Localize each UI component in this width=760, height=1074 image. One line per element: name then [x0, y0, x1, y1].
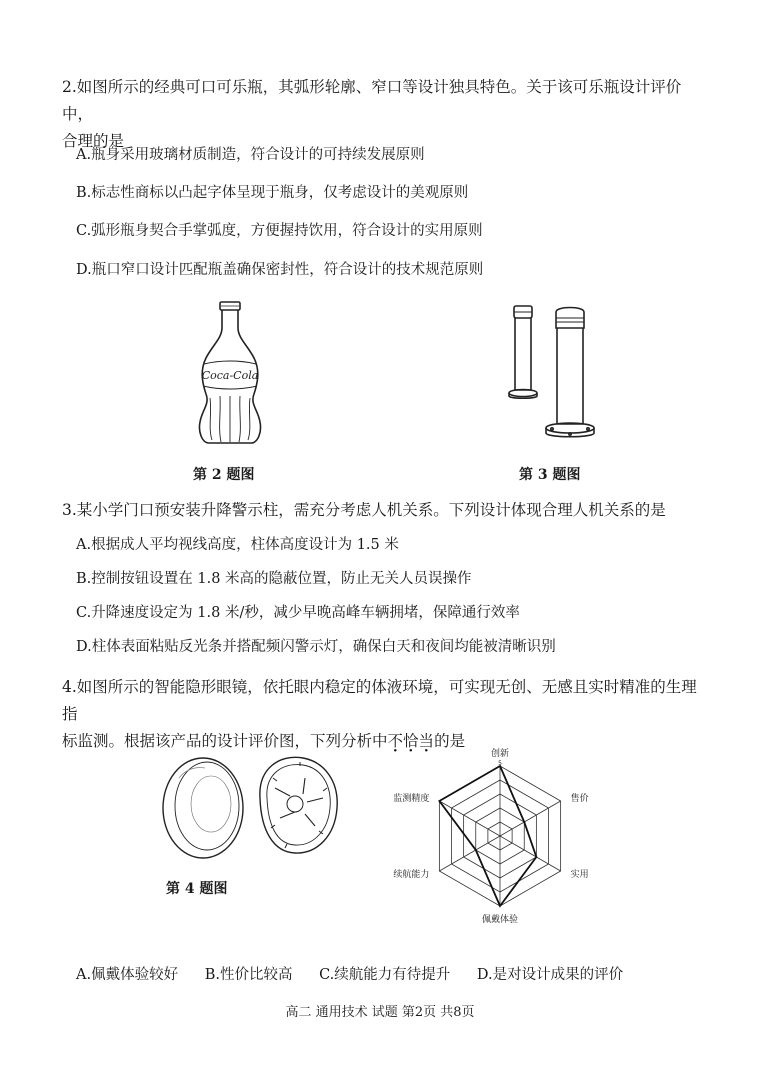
radar-axis-label: 创新 — [490, 749, 510, 759]
radar-axis-label: 监测精度 — [393, 794, 430, 804]
q2-option-d: D.瓶口窄口设计匹配瓶盖确保密封性，符合设计的技术规范原则 — [76, 262, 484, 278]
page-footer: 高二 通用技术 试题 第2页 共8页 — [285, 1005, 475, 1020]
q4-option-b: B.性价比较高 — [204, 967, 293, 983]
radar-axis-label: 佩戴体验 — [481, 915, 519, 923]
radar-axis-label: 售价 — [570, 794, 589, 804]
q4-stem-line2: 标监测。根据该产品的设计评价图，下列分析中不恰当的是 — [62, 732, 466, 750]
q2-stem-line2: 合理的是 — [62, 132, 125, 150]
radar-axis-label: 续航能力 — [393, 870, 430, 880]
q3-option-c: C.升降速度设定为 1.8 米/秒，减少早晚高峰车辆拥堵，保障通行效率 — [76, 605, 520, 621]
design-evaluation-radar — [390, 748, 610, 923]
q4-figure-caption: 第 4 题图 — [166, 881, 228, 897]
coke-bottle-figure — [190, 298, 270, 448]
q4-stem — [62, 674, 712, 755]
q2-stem — [62, 74, 712, 155]
q4-stem-line1: 4.如图所示的智能隐形眼镜，依托眼内稳定的体液环境，可实现无创、无感且实时精准的生理指 — [62, 678, 697, 723]
q3-option-a: A.根据成人平均视线高度，柱体高度设计为 1.5 米 — [76, 537, 399, 553]
q3-option-d: D.柱体表面粘贴反光条并搭配频闪警示灯，确保白天和夜间均能被清晰识别 — [76, 639, 556, 655]
q2-figure-caption: 第 2 题图 — [193, 467, 255, 483]
radar-axis-line — [439, 801, 500, 836]
radar-axis-label: 实用 — [570, 870, 589, 880]
smart-lens-figure — [155, 748, 345, 863]
q4-options — [76, 963, 645, 984]
emphasis-char: 不 — [387, 732, 404, 750]
q4-option-a: A.佩戴体验较好 — [76, 967, 179, 983]
lens-circuit — [260, 757, 337, 853]
q4-option-d: D.是对设计成果的评价 — [476, 967, 624, 983]
radar-axis-line — [500, 801, 561, 836]
q3-stem: 3.某小学门口预安装升降警示柱，需充分考虑人机关系。下列设计体现合理人机关系的是 — [62, 501, 666, 519]
q3-figure-caption: 第 3 题图 — [519, 467, 581, 483]
emphasis-char: 恰 — [403, 732, 419, 750]
bollard-figure — [500, 298, 610, 448]
q2-option-c: C.弧形瓶身契合手掌弧度，方便握持饮用，符合设计的实用原则 — [76, 223, 483, 239]
q3-option-b: B.控制按钮设置在 1.8 米高的隐蔽位置，防止无关人员误操作 — [76, 571, 472, 587]
radar-top-tick: 5 — [498, 760, 502, 767]
q2-option-a: A.瓶身采用玻璃材质制造，符合设计的可持续发展原则 — [76, 147, 425, 163]
q2-stem-line1: 2.如图所示的经典可口可乐瓶，其弧形轮廓、窄口等设计独具特色。关于该可乐瓶设计评价中， — [62, 78, 682, 123]
q4-option-c: C.续航能力有待提升 — [319, 967, 451, 983]
q2-option-b: B.标志性商标以凸起字体呈现于瓶身，仅考虑设计的美观原则 — [76, 185, 469, 201]
emphasis-char: 当 — [418, 732, 435, 750]
bottle-logo: Coca-Cola — [201, 369, 259, 382]
